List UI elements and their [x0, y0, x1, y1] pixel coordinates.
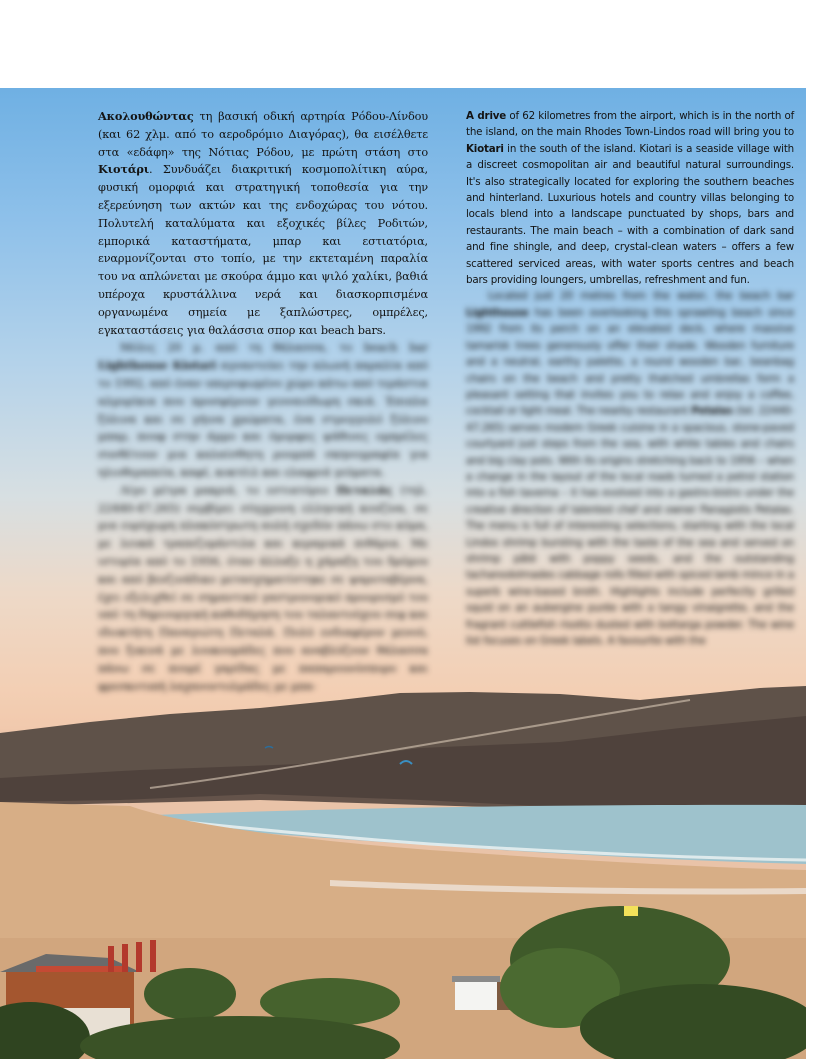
greek-text: αγναντεύει την αλωνή παραλία από το 1992, από έναν υπερυψωμένο χώρο κάτω από τεράστια αλμυρίκια που προσφέρουν γενναιόδωρη σκιά. Έπιπλα ξύλινα και σε γήινα χρώματα, ένα στρογγυλό ξύλινο μπαρ, πουφ στην άμμο και όμορφες ψάθινες ομπρέλες συνθέτουν μια καλαίσθητη ρουμπά σκηνογραφία για ηλιοθεραπεία, καφέ, κοκτέιλ και ελαφριά γεύματα. — [98, 359, 429, 479]
magazine-spread — [0, 88, 806, 1059]
greek-text: (τηλ. 22440-47.265) σερβίρει σύγχρονη ελληνική κουζίνα, σε μια ευρύχωρη πλακόστρωτη αυλή σχεδόν πάνω στο κύμα, με λευκά τραπεζομάντιλα και κεραμικά πιθάρια. Με ιστορία από το 1956, όταν άλλαξε η χάραξη του δρόμου και από βενζινάδικο μετασχηματίστηκε σε ψαροταβέρνα, έχει εξελιχθεί σε σημαντικό γαστρονομικό προορισμό του υπό τη δημιουργική καθοδήγηση του ταλαντούχου σεφ και ιδιοκτήτη Παναγιώτη Πεταλά. Πολύ ενδιαφέρον μενού, που ξεκινά με λουκουμάδες που αναβλύζουν θάλασσα πάνω σε πουρέ γαρίδας με παπαρουνόσπορο και φρεσκοτυπή λαχανοντολμάδες με μπα- — [98, 483, 429, 693]
greek-text: τη βασική οδική αρτηρία Ρόδου-Λίνδου (και 62 χλμ. από το αεροδρόμιο Διαγόρας), θα εισέλθετε στα «εδάφη» της Νότιας Ρόδου, με πρώτη στάση στο — [98, 110, 428, 159]
english-lead-words: A drive — [466, 110, 507, 122]
greek-text: . Συνδυάζει διακριτική κοσμοπολίτικη αύρα, φυσική ομορφιά και στρατηγική τοποθεσία για την εξερεύνηση των ακτών και της ενδοχώρας του νότου. Πολυτελή καταλύματα και εξοχικές βίλες Ροδιτών, εμπορικά καταστήματα, μπαρ και εστιατόρια, εναρμονίζονται στο τοπίο, με την εκτεταμένη παραλία του να απλώνεται με σκούρα άμμο και ψιλό χαλίκι, βαθιά υπέροχα κρυστάλλινα νερά και διασκορπισμένα οργανωμένα σημεία με ξαπλώστρες, ομπρέλες, εγκαταστάσεις για θαλάσσια σπορ και beach bars. — [98, 163, 428, 337]
greek-keyword-kiotari: Κιοτάρι — [98, 162, 150, 177]
english-article-column — [466, 108, 794, 649]
english-keyword-kiotari: Kiotari — [466, 142, 504, 155]
english-text: has been overlooking this sprawling beach since 1992 from its perch on an elevated deck, where massive tamarisk trees generously offer their shade. Wooden furniture and a neutral, earthy palette, a round wooden bar, beanbag chairs on the beach and pretty thatched umbrellas form a pleasant setting that invites you to relax and enjoy a coffee, cocktail or light meal. The nearby restaurant — [466, 306, 794, 418]
english-text: in the south of the island. Kiotari is a seaside village with a discreet cosmopolitan air and beautiful natural surroundings. It's also strategically located for exploring the southern beaches and hinterland. Luxurious hotels and country villas belonging to locals blend into a landscape punctuated by shops, bars and restaurants. The main beach – with a combination of dark sand and fine shingle, and deep, crystal-clean waters – offers a few scattered serviced areas, with water sports centres and beach bars providing loungers, umbrellas, refreshment and fun. — [466, 142, 794, 287]
greek-paragraph-2-blurred — [98, 339, 428, 481]
english-paragraph-2-blurred — [466, 288, 794, 649]
greek-paragraph-1 — [98, 108, 428, 339]
greek-keyword-petalas: Πεταλάς — [336, 482, 393, 497]
greek-article-column — [98, 108, 428, 695]
greek-text: Μόλις 20 μ. από τη θάλασσα, το beach bar — [120, 341, 428, 355]
greek-keyword-lighthouse: Lighthouse Kiotari — [98, 358, 216, 373]
english-text: (tel. 22440-47.265) serves modern Greek cuisine in a spacious, stone-paved courtyard just steps from the sea, with white tables and chairs and big clay pots. With its origins stretching back to 1956 – when a change in the layout of the local roads turned a petrol station into a fish taverna – it has evolved into a gastro-bistro under the creative direction of talented chef and owner Panagiotis Petalas. The menu is full of interesting selections, starting with the local Lindos shrimp bursting with the taste of the sea and served on shrimp pâté with poppy seeds, and the outstanding tachanodolmades cabbage rolls filled with spiced lamb mince in a superb wine-based broth. Highlights include perfectly grilled squid on an aubergine purée with a tangy vinaigrette, and the fragrant cuttlefish risotto dusted with bottarga powder. The wine list focuses on Greek labels. A favourite with the — [466, 405, 794, 647]
english-text: Located just 20 metres from the water, the beach bar — [488, 290, 794, 303]
greek-text: Λίγο μέτρα μακριά, το εστιατόριο — [120, 483, 337, 497]
english-keyword-petalas: Petalas — [691, 405, 733, 418]
flag-yellow — [624, 906, 638, 916]
english-text: of 62 kilometres from the airport, which is in the north of the island, on the main Rhodes Town-Lindos road will bring you to — [466, 110, 795, 139]
greek-paragraph-3-blurred — [98, 482, 428, 696]
english-keyword-lighthouse: Lighthouse — [466, 306, 529, 319]
english-paragraph-1 — [466, 108, 794, 288]
greek-lead-word: Ακολουθώντας — [98, 109, 194, 123]
